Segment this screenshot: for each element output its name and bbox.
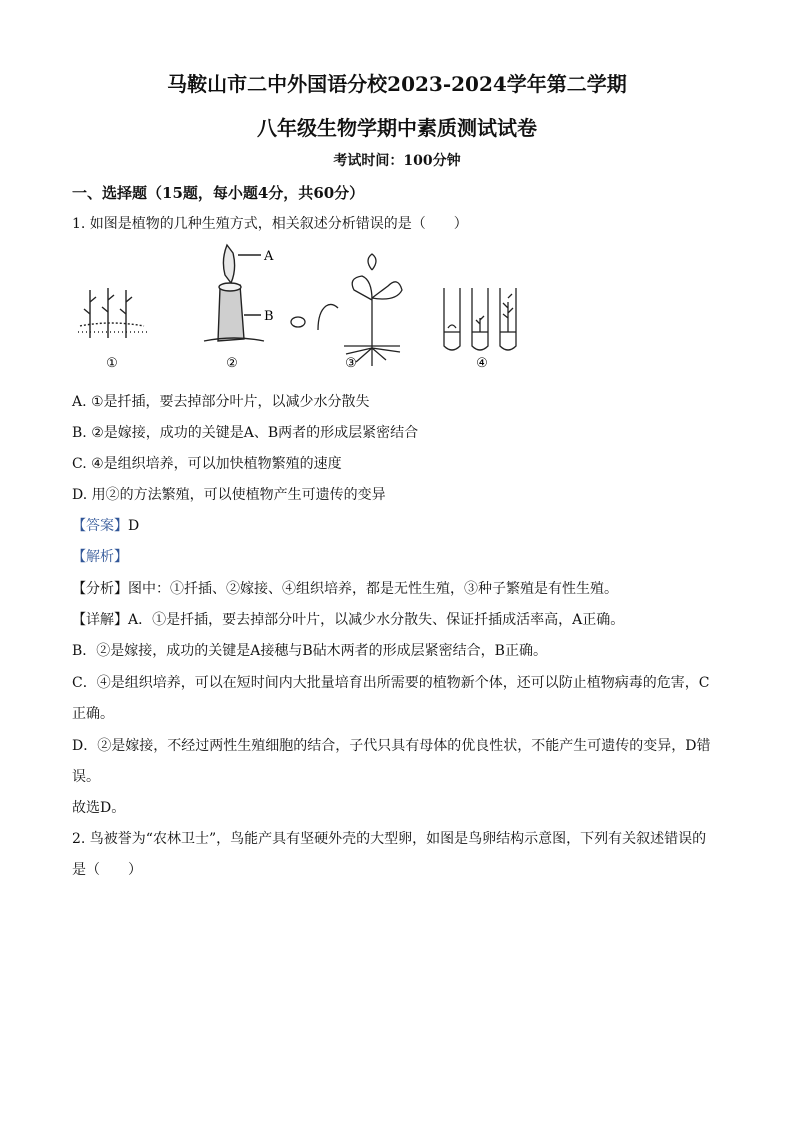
seed-illustration [291,254,402,366]
label-a: A [264,249,274,264]
explanation-d-1: D．②是嫁接，不经过两性生殖细胞的结合，子代只具有母体的优良性状，不能产生可遗传的变异，D错 [72,738,711,754]
explanation-d-2: 误。 [72,769,100,785]
section-heading: 一、选择题（15题，每小题4分，共60分） [72,184,365,202]
conclusion: 故选D。 [72,800,126,816]
question-2-stem-1: 2. 鸟被誉为“农林卫士”，鸟能产具有坚硬外壳的大型卵，如图是鸟卵结构示意图，下列有关叙述错误的 [72,831,707,847]
grafting-illustration [204,245,264,341]
option-d: D. 用②的方法繁殖，可以使植物产生可遗传的变异 [72,487,386,503]
reproduction-figure [72,240,532,375]
title-line-1: 马鞍山市二中外国语分校2023-2024学年第二学期 [167,72,627,96]
explanation-c-1: C．④是组织培养，可以在短时间内大批量培育出所需要的植物新个体，还可以防止植物病毒的危害，C [72,675,710,691]
xiangjie-a: A．①是扦插，要去掉部分叶片，以减少水分散失、保证扦插成活率高，A正确。 [128,612,625,628]
answer-line [72,515,139,535]
explanation-b: B．②是嫁接，成功的关键是A接穗与B砧木两者的形成层紧密结合，B正确。 [72,643,547,659]
explanation-c-2: 正确。 [72,706,114,722]
fenxi-tag: 【分析】 [72,581,128,597]
fenxi-text: 图中：①扦插、②嫁接、④组织培养，都是无性生殖，③种子繁殖是有性生殖。 [128,581,618,597]
question-1-stem: 1. 如图是植物的几种生殖方式，相关叙述分析错误的是（ ） [72,216,468,232]
option-c: C. ④是组织培养，可以加快植物繁殖的速度 [72,456,342,472]
fig-label-2: ② [226,356,238,371]
fenxi-line [72,578,618,598]
exam-time: 考试时间：100分钟 [333,153,461,169]
title-line-2: 八年级生物学期中素质测试试卷 [257,116,537,140]
tissue-culture-illustration [444,288,516,350]
answer-value: D [128,518,140,534]
answer-tag: 【答案】 [72,518,128,534]
label-b: B [264,309,274,324]
fig-label-4: ④ [476,356,488,371]
analysis-tag: 【解析】 [72,549,128,565]
xiangjie-line [72,609,624,629]
fig-label-1: ① [106,356,118,371]
xiangjie-tag: 【详解】 [72,612,128,628]
question-2-stem-2: 是（ ） [72,862,142,878]
cutting-illustration [78,288,148,338]
fig-label-3: ③ [345,356,357,371]
option-b: B. ②是嫁接，成功的关键是A、B两者的形成层紧密结合 [72,425,419,441]
option-a: A. ①是扦插，要去掉部分叶片，以减少水分散失 [72,394,370,410]
